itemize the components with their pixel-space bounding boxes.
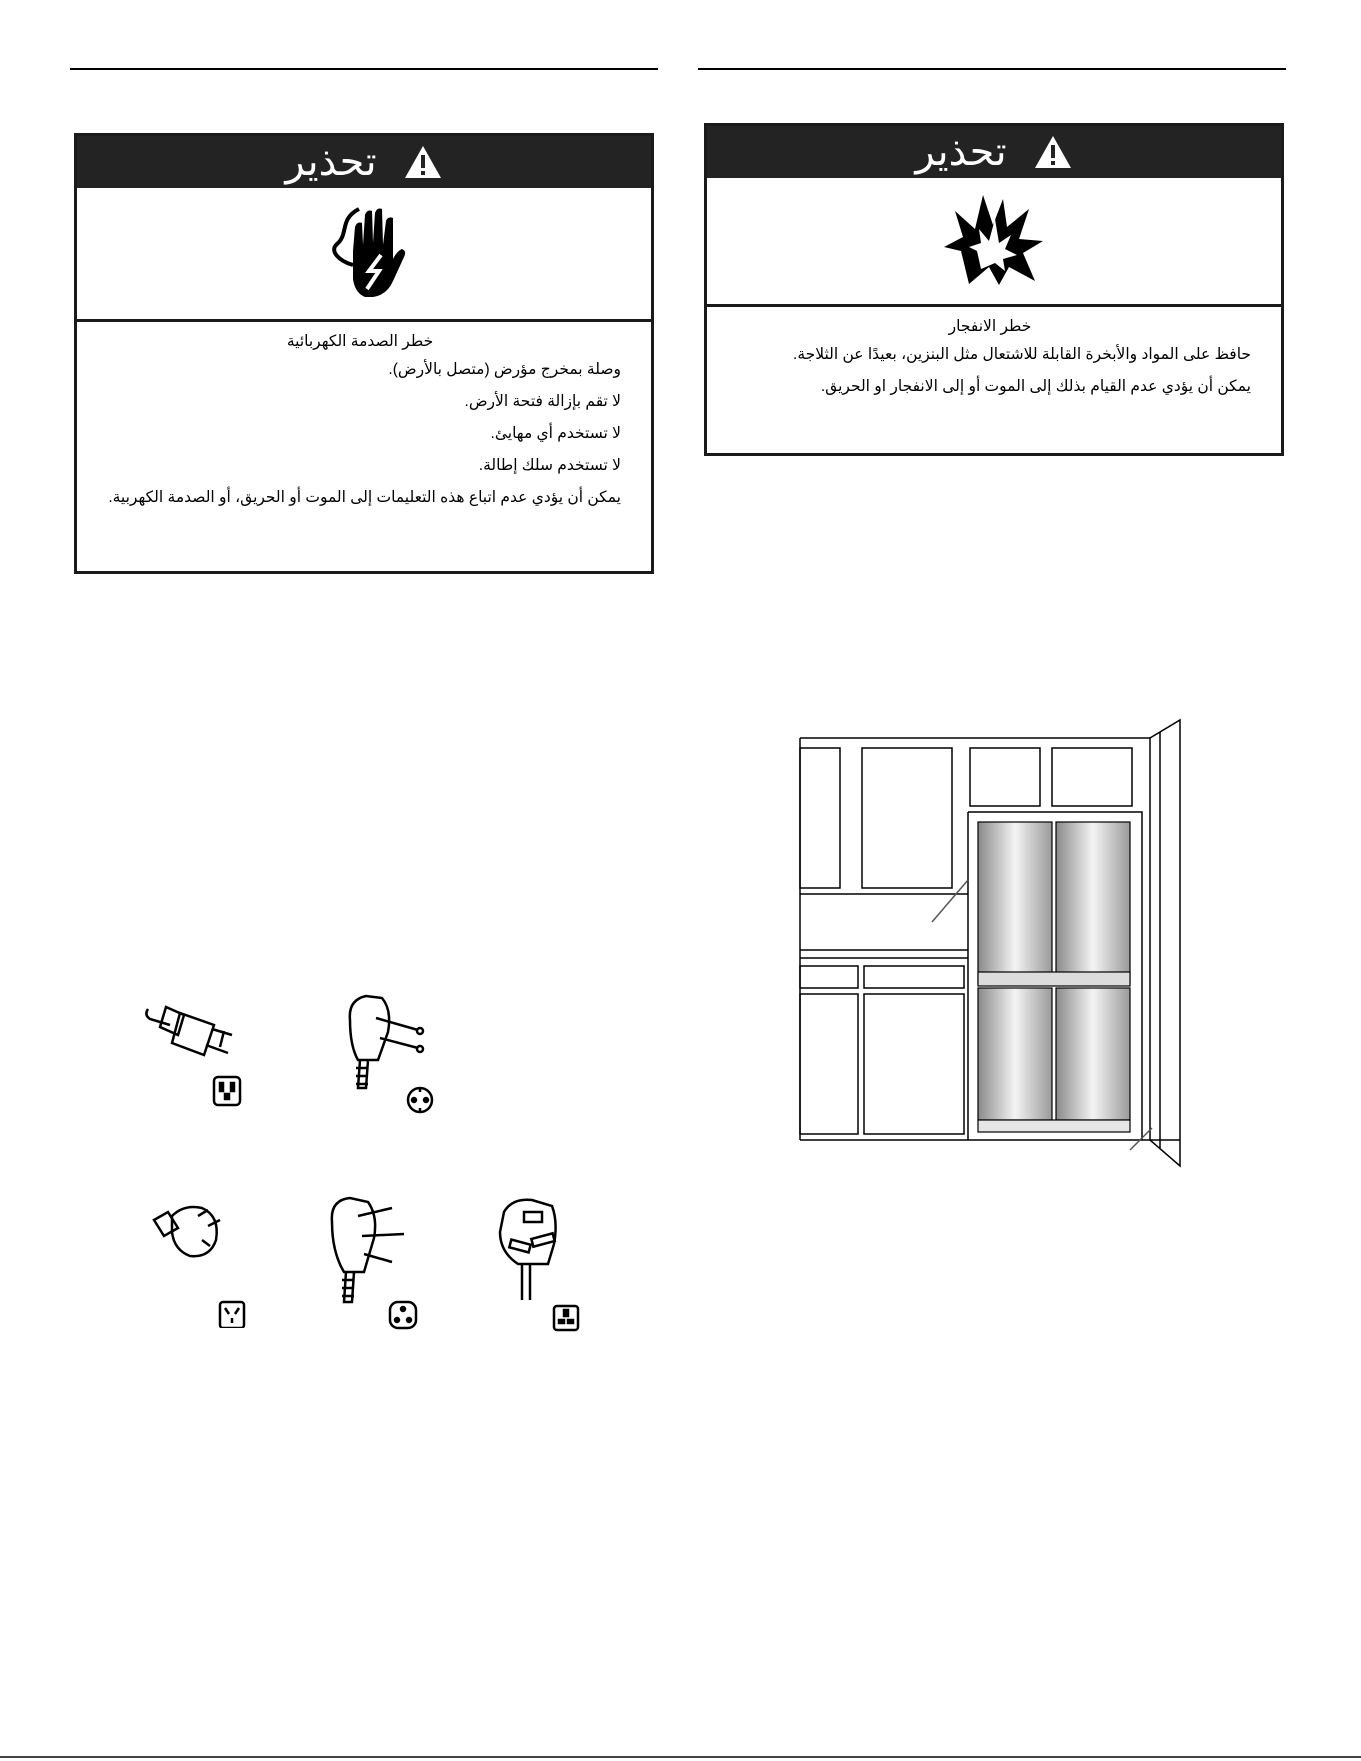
warning-triangle-icon [403,144,443,180]
warning-line: يمكن أن يؤدي عدم القيام بذلك إلى الموت أو إلى الانفجار او الحريق. [820,378,1251,395]
warning-line: لا تستخدم سلك إطالة. [478,457,621,474]
us-plug-icon [140,995,250,1115]
warning-line: يمكن أن يؤدي عدم اتباع هذه التعليمات إلى الموت أو الحريق، أو الصدمة الكهربية. [108,489,621,506]
uk-plug-icon [488,1192,598,1332]
hazard-title: خطر الانفجار [948,318,1032,335]
warning-header [77,136,651,188]
electric-shock-hand-icon [309,199,419,309]
top-rule-left [70,68,658,70]
hazard-title: خطر الصدمة الكهربائية [286,333,434,350]
warning-header-label: تحذير [285,139,377,185]
warning-header [707,126,1281,178]
bottom-rule [0,1756,1361,1758]
refrigerator-in-cabinets-illustration [790,710,1190,1170]
explosion-warning-box [704,123,1284,456]
schuko-plug-icon [338,990,448,1120]
explosion-icon [939,189,1049,293]
warning-line: لا تستخدم أي مهايئ. [490,425,621,442]
warning-line: لا تقم بإزالة فتحة الأرض. [464,393,621,410]
au-plug-icon [148,1198,258,1328]
warning-triangle-icon [1033,134,1073,170]
warning-icon-area [707,178,1281,307]
warning-icon-area [77,188,651,322]
warning-line: وصلة بمخرج مؤرض (متصل بالأرض). [388,361,621,378]
indian-plug-icon [322,1192,442,1332]
top-rule-right [698,68,1286,70]
electric-shock-warning-box [74,133,654,574]
warning-text [707,307,1281,397]
warning-line: حافظ على المواد والأبخرة القابلة للاشتعال مثل البنزين، بعيدًا عن الثلاجة. [793,346,1251,363]
warning-header-label: تحذير [915,129,1007,175]
warning-text [77,322,651,508]
